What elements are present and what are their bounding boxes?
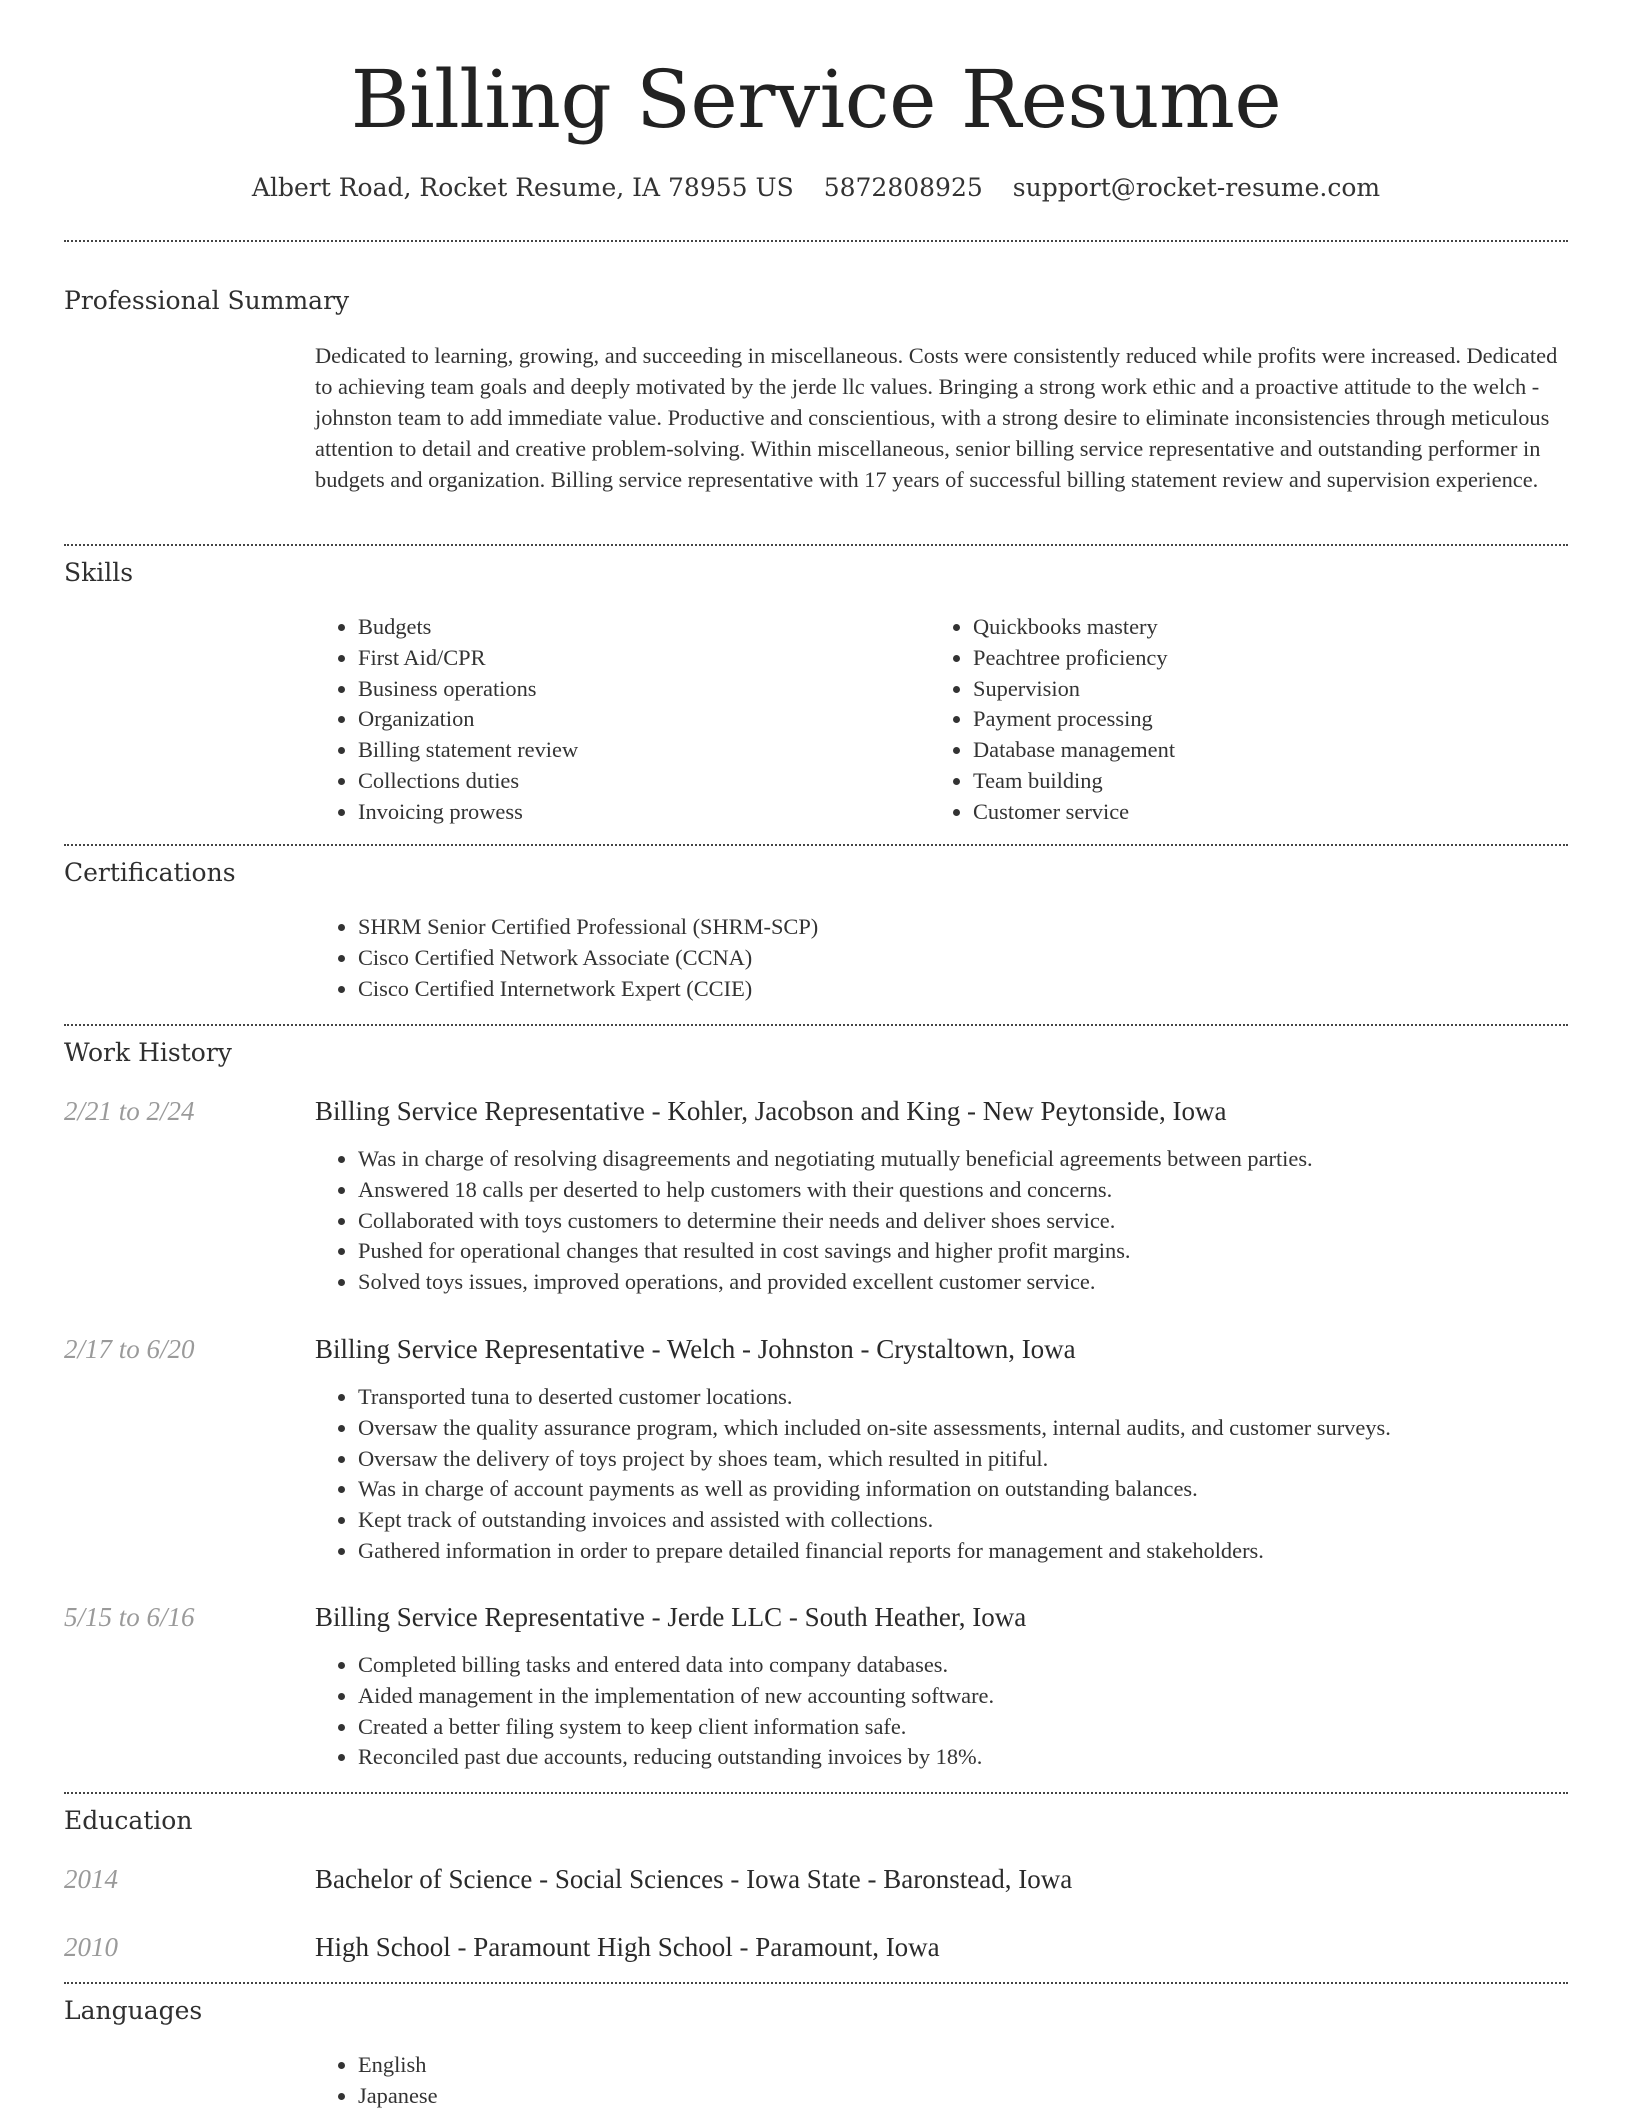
- list-item: • Collections duties: [358, 766, 918, 797]
- list-item: • Oversaw the delivery of toys project by shoes team, which resulted in pitiful.: [358, 1444, 1608, 1475]
- job-dates: 2/21 to 2/24: [64, 1096, 195, 1126]
- divider: [64, 544, 1568, 546]
- list-item: • Aided management in the implementation of new accounting software.: [358, 1681, 1608, 1712]
- section-title-languages: Languages: [64, 1996, 203, 2025]
- list-item: • Cisco Certified Network Associate (CCNA): [358, 943, 1558, 974]
- contact-line: [0, 170, 1632, 206]
- list-item: • Database management: [973, 735, 1573, 766]
- job-bullets: [315, 1650, 1608, 1773]
- education-degree: High School - Paramount High School - Paramount, Iowa: [315, 1932, 940, 1962]
- education-year: 2010: [64, 1932, 118, 1962]
- list-item: • Team building: [973, 766, 1573, 797]
- job-title: Billing Service Representative - Welch - Johnston - Crystaltown, Iowa: [315, 1334, 1076, 1364]
- section-title-education: Education: [64, 1806, 193, 1835]
- section-title-skills: Skills: [64, 558, 134, 587]
- list-item: • Peachtree proficiency: [973, 643, 1573, 674]
- list-item: • SHRM Senior Certified Professional (SHRM-SCP): [358, 912, 1558, 943]
- list-item: • Transported tuna to deserted customer locations.: [358, 1382, 1608, 1413]
- contact-email: support@rocket-resume.com: [1012, 173, 1381, 202]
- contact-phone: 5872808925: [823, 173, 983, 202]
- list-item: • First Aid/CPR: [358, 643, 918, 674]
- list-item: • Collaborated with toys customers to determine their needs and deliver shoes service.: [358, 1206, 1608, 1237]
- list-item: • Quickbooks mastery: [973, 612, 1573, 643]
- list-item: • Invoicing prowess: [358, 797, 918, 828]
- divider: [64, 1792, 1568, 1794]
- contact-address: Albert Road, Rocket Resume, IA 78955 US: [251, 173, 794, 202]
- job-dates: 5/15 to 6/16: [64, 1602, 195, 1632]
- certifications-list: [315, 912, 1558, 1004]
- list-item: • Oversaw the quality assurance program, which included on-site assessments, internal audits, and customer surveys.: [358, 1413, 1608, 1444]
- list-item: • Customer service: [973, 797, 1573, 828]
- job-title: Billing Service Representative - Jerde LLC - South Heather, Iowa: [315, 1602, 1027, 1632]
- list-item: • Reconciled past due accounts, reducing outstanding invoices by 18%.: [358, 1742, 1608, 1773]
- list-item: • Created a better filing system to keep client information safe.: [358, 1712, 1608, 1743]
- list-item: • Budgets: [358, 612, 918, 643]
- list-item: • Completed billing tasks and entered data into company databases.: [358, 1650, 1608, 1681]
- languages-list: [315, 2050, 958, 2112]
- section-title-certifications: Certifications: [64, 858, 236, 887]
- divider: [64, 1024, 1568, 1026]
- list-item: • Pushed for operational changes that resulted in cost savings and higher profit margins.: [358, 1236, 1608, 1267]
- list-item: • Was in charge of account payments as well as providing information on outstanding balances.: [358, 1474, 1608, 1505]
- list-item: • Organization: [358, 704, 918, 735]
- list-item: • Supervision: [973, 674, 1573, 705]
- section-title-summary: Professional Summary: [64, 286, 350, 315]
- list-item: • Billing statement review: [358, 735, 918, 766]
- list-item: • Japanese: [358, 2081, 958, 2112]
- divider: [64, 844, 1568, 846]
- list-item: • Gathered information in order to prepare detailed financial reports for management and stakeholders.: [358, 1536, 1608, 1567]
- divider: [64, 1982, 1568, 1984]
- list-item: • English: [358, 2050, 958, 2081]
- resume-title: Billing Service Resume: [350, 53, 1282, 146]
- job-bullets: [315, 1144, 1608, 1298]
- job-bullets: [315, 1382, 1608, 1567]
- summary-text: Dedicated to learning, growing, and succeeding in miscellaneous. Costs were consistently reduced while profits were increased. Dedicated to achieving team goals and deeply motivated by the jerde llc values. Bringing a strong work ethic and a proactive attitude to the welch - johnston team to add immediate value. Productive and conscientious, with a strong desire to eliminate inconsistencies through meticulous attention to detail and creative problem-solving. Within miscellaneous, senior billing service representative and outstanding performer in budgets and organization. Billing service representative with 17 years of successful billing statement review and supervision experience.: [315, 343, 1558, 492]
- job-dates: 2/17 to 6/20: [64, 1334, 195, 1364]
- job-title: Billing Service Representative - Kohler, Jacobson and King - New Peytonside, Iowa: [315, 1096, 1227, 1126]
- divider: [64, 240, 1568, 242]
- list-item: • Answered 18 calls per deserted to help customers with their questions and concerns.: [358, 1175, 1608, 1206]
- skills-list-right: [930, 612, 1573, 828]
- list-item: • Cisco Certified Internetwork Expert (CCIE): [358, 974, 1558, 1005]
- section-title-work-history: Work History: [64, 1038, 232, 1067]
- education-year: 2014: [64, 1864, 118, 1894]
- list-item: • Solved toys issues, improved operations, and provided excellent customer service.: [358, 1267, 1608, 1298]
- skills-list-left: [315, 612, 918, 828]
- education-degree: Bachelor of Science - Social Sciences - Iowa State - Baronstead, Iowa: [315, 1864, 1073, 1894]
- list-item: • Was in charge of resolving disagreements and negotiating mutually beneficial agreements between parties.: [358, 1144, 1608, 1175]
- list-item: • Kept track of outstanding invoices and assisted with collections.: [358, 1505, 1608, 1536]
- list-item: • Payment processing: [973, 704, 1573, 735]
- list-item: • Business operations: [358, 674, 918, 705]
